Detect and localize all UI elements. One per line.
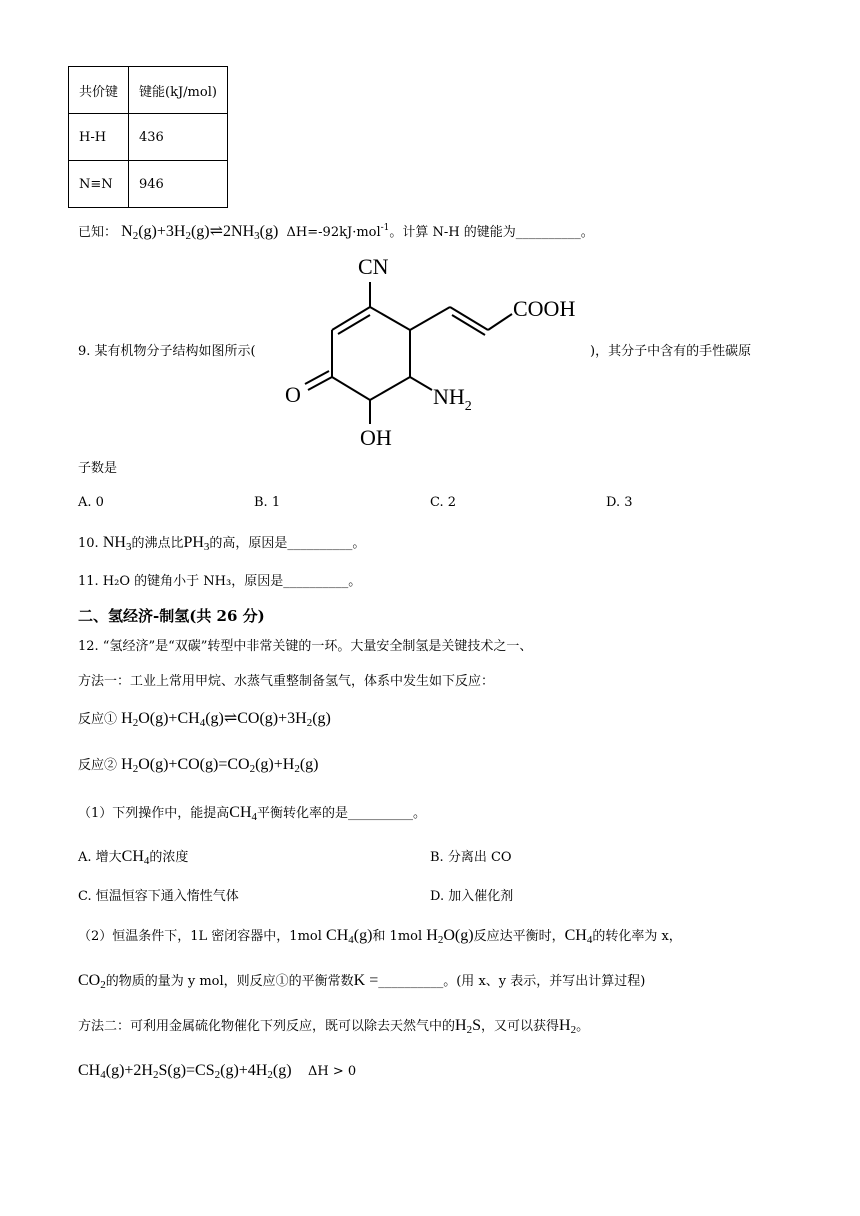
q12-option-c: C. 恒温恒容下通入惰性气体 bbox=[78, 889, 239, 904]
q9-text-a: 9. 某有机物分子结构如图所示( bbox=[78, 344, 256, 359]
q9-option-a: A. 0 bbox=[78, 495, 104, 510]
method2-text: 方法二：可利用金属硫化物催化下列反应，既可以除去天然气中的$H_2S$，又可以获得$H_2$。 bbox=[78, 1017, 590, 1036]
reaction-3: $CH_4(g)+2H_2S(g)=CS_2(g)+4H_2(g)$ ΔH > 0 bbox=[78, 1062, 357, 1081]
cn-label: CN bbox=[358, 254, 389, 279]
nh2-label: $NH_2$ bbox=[433, 384, 472, 414]
method1-text: 方法一：工业上常用甲烷、水蒸气重整制备氢气，体系中发生如下反应： bbox=[78, 674, 495, 689]
table-header: 键能(kJ/mol) bbox=[129, 67, 228, 114]
o-label: O bbox=[285, 382, 301, 407]
q12-option-d: D. 加入催化剂 bbox=[430, 889, 514, 904]
q9-text-b: )，其分子中含有的手性碳原 bbox=[590, 344, 752, 359]
q11-line: 11. H₂O 的键角小于 NH₃，原因是__________。 bbox=[78, 574, 362, 589]
table-cell: 436 bbox=[129, 114, 228, 161]
q9-option-b: B. 1 bbox=[254, 495, 281, 510]
n2-equation: $N_2(g)+3H_2(g)\rightleftharpoons 2NH_3(g)$ bbox=[121, 223, 279, 242]
q12-option-a: A. 增大$CH_4$的浓度 bbox=[78, 848, 189, 867]
oh-label: OH bbox=[360, 425, 392, 450]
q12-part2-cont: $CO_2$的物质的量为 y mol，则反应①的平衡常数K =__________。(用 x、y 表示，并写出计算过程) bbox=[78, 972, 646, 991]
q10-line: 10. $NH_3$的沸点比$PH_3$的高，原因是__________。 bbox=[78, 534, 366, 553]
molecule-structure bbox=[280, 252, 590, 452]
known-line: 已知： $N_2(g)+3H_2(g)\rightleftharpoons 2NH_3(g)$ ΔH=-92kJ·mol$^{-1}$。计算 N-H 的键能为__________。 bbox=[78, 223, 594, 242]
section-title: 二、氢经济-制氢(共 26 分) bbox=[78, 607, 265, 625]
table-cell: H-H bbox=[69, 114, 129, 161]
q12-option-b: B. 分离出 CO bbox=[430, 850, 512, 865]
cooh-label: COOH bbox=[513, 296, 576, 321]
q12-part2: （2）恒温条件下，1L 密闭容器中，1mol $CH_4(g)$和 1mol $H_2O(g)$反应达平衡时，$CH_4$的转化率为 x， bbox=[78, 927, 682, 946]
table-cell: 946 bbox=[129, 161, 228, 208]
bond-energy-table bbox=[68, 66, 228, 208]
reaction-2: 反应② $H_2O(g)+CO(g)=CO_2(g)+H_2(g)$ bbox=[78, 756, 319, 775]
table-header: 共价键 bbox=[69, 67, 129, 114]
q9-text-c: 子数是 bbox=[78, 461, 118, 476]
q12-intro: 12. “氢经济”是“双碳”转型中非常关键的一环。大量安全制氢是关键技术之一、 bbox=[78, 639, 533, 654]
q9-option-c: C. 2 bbox=[430, 495, 457, 510]
q12-part1: （1）下列操作中，能提高$CH_4$平衡转化率的是__________。 bbox=[78, 804, 427, 823]
reaction-1: 反应① $H_2O(g)+CH_4(g)\rightleftharpoons CO(g)+3H_2(g)$ bbox=[78, 710, 331, 729]
q9-option-d: D. 3 bbox=[606, 495, 633, 510]
table-cell: N≡N bbox=[69, 161, 129, 208]
